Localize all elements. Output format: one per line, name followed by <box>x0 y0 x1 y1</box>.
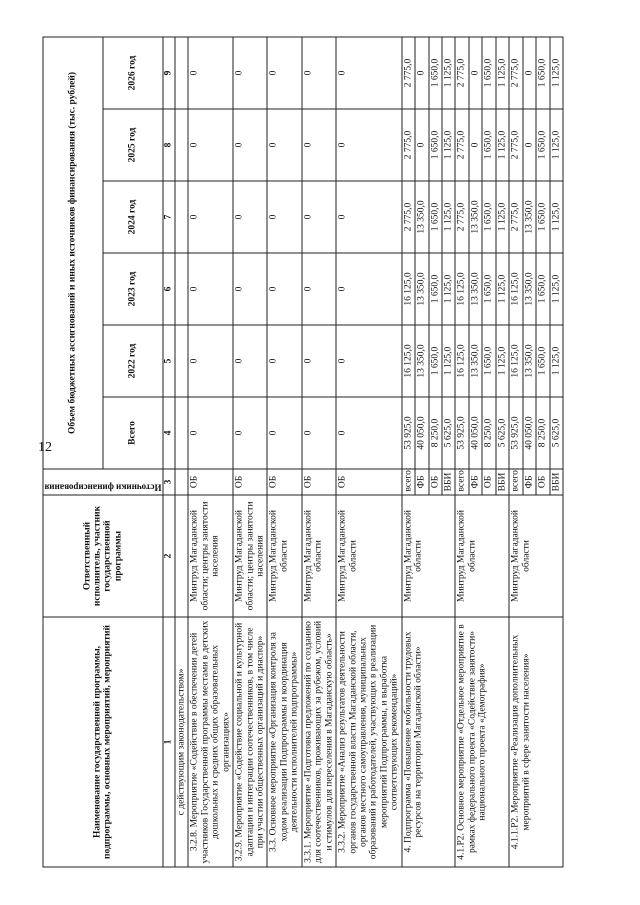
amount-cell: 1 125,0 <box>442 109 455 181</box>
amount-cell: 1 125,0 <box>442 181 455 253</box>
amount-cell: 1 125,0 <box>550 37 563 109</box>
responsible-executor: Минтруд Магаданской области <box>455 495 509 617</box>
amount-cell: 1 125,0 <box>496 325 509 397</box>
amount-cell: 53 925,0 <box>402 397 415 469</box>
amount-cell: 1 650,0 <box>429 253 442 325</box>
amount-cell: 8 250,0 <box>536 397 549 469</box>
funding-source: ВБИ <box>550 469 563 495</box>
funding-source: ФБ <box>415 469 428 495</box>
amount-cell: 1 125,0 <box>496 181 509 253</box>
activity-name: 3.3.2. Мероприятие «Анализ результатов деятельности органов государственной власти Магаданской области, органов местного самоуправления, муниципальных образований и работодателей, участвующих в реализации мероприятий Подпрограммы, и выработка соответствующих рекомендаций» <box>336 617 402 867</box>
column-number: 2 <box>163 495 175 617</box>
amount-cell: 0 <box>336 253 402 325</box>
column-number: 9 <box>163 37 175 109</box>
table-row <box>302 37 336 867</box>
amount-cell: 0 <box>469 109 482 181</box>
amount-cell: 13 350,0 <box>469 325 482 397</box>
amount-cell: 1 650,0 <box>482 37 495 109</box>
amount-cell: 53 925,0 <box>455 397 468 469</box>
amount-cell: 13 350,0 <box>523 325 536 397</box>
amount-cell: 0 <box>302 37 336 109</box>
amount-cell: 1 125,0 <box>550 325 563 397</box>
column-number: 1 <box>163 617 175 867</box>
activity-name: 3.3.1. Мероприятие «Подготовка предложений по созданию для соотечественников, проживающих за рубежом, условий и стимулов для переселения в Магаданскую область» <box>302 617 336 867</box>
funding-source: ОБ <box>336 469 402 495</box>
amount-cell: 8 250,0 <box>429 397 442 469</box>
header-source-text: Источники финансирования <box>44 482 162 493</box>
amount-cell: 1 125,0 <box>496 109 509 181</box>
table-row <box>188 37 233 867</box>
funding-source: ОБ <box>188 469 233 495</box>
amount-cell: 13 350,0 <box>469 181 482 253</box>
amount-cell: 2 775,0 <box>402 181 415 253</box>
header-year: 2026 год <box>103 37 163 109</box>
amount-cell: 1 125,0 <box>550 109 563 181</box>
header-year: 2023 год <box>103 253 163 325</box>
activity-name: 3.3. Основное мероприятие «Организация контроля за ходом реализации Подпрограммы и координация деятельности исполнителей подпрограммы» <box>267 617 301 867</box>
responsible-executor: Минтруд Магаданской области <box>509 495 563 617</box>
amount-cell: 0 <box>188 325 233 397</box>
amount-cell: 0 <box>469 37 482 109</box>
column-number: 3 <box>163 469 175 495</box>
rotated-page <box>43 38 598 868</box>
amount-cell: 1 125,0 <box>550 253 563 325</box>
amount-cell: 0 <box>302 325 336 397</box>
amount-cell: 0 <box>336 181 402 253</box>
table-row <box>455 37 468 867</box>
page-number: 12 <box>38 440 52 455</box>
amount-cell: 1 650,0 <box>482 109 495 181</box>
amount-cell: 0 <box>336 397 402 469</box>
amount-cell: 5 625,0 <box>550 397 563 469</box>
amount-cell: 0 <box>302 181 336 253</box>
amount-cell: 0 <box>188 109 233 181</box>
funding-source: ОБ <box>536 469 549 495</box>
amount-cell: 8 250,0 <box>482 397 495 469</box>
amount-cell: 2 775,0 <box>455 181 468 253</box>
amount-cell: 1 650,0 <box>482 181 495 253</box>
activity-name: 3.2.8. Мероприятие «Содействие в обеспечении детей участников Государственной программы местами в детских дошкольных и средних общих образовательных организациях» <box>188 617 233 867</box>
table-row <box>402 37 415 867</box>
amount-cell: 0 <box>233 325 267 397</box>
amount-cell: 0 <box>267 325 301 397</box>
budget-table <box>43 37 564 868</box>
amount-cell: 13 350,0 <box>523 253 536 325</box>
amount-cell: 0 <box>302 397 336 469</box>
amount-cell: 0 <box>336 37 402 109</box>
column-number: 7 <box>163 181 175 253</box>
amount-cell: 1 650,0 <box>482 325 495 397</box>
column-number: 8 <box>163 109 175 181</box>
amount-cell: 1 650,0 <box>536 109 549 181</box>
amount-cell: 1 650,0 <box>536 181 549 253</box>
amount-cell: 1 125,0 <box>550 181 563 253</box>
activity-name: 4.1.1.Р2. Мероприятие «Реализация дополнительных мероприятий в сфере занятости населения» <box>509 617 563 867</box>
amount-cell: 1 125,0 <box>496 253 509 325</box>
amount-cell: 1 125,0 <box>442 253 455 325</box>
amount-cell: 1 650,0 <box>536 37 549 109</box>
amount-cell: 0 <box>415 37 428 109</box>
amount-cell: 16 125,0 <box>402 253 415 325</box>
amount-cell: 40 050,0 <box>469 397 482 469</box>
amount-cell: 13 350,0 <box>415 325 428 397</box>
table-row <box>233 37 267 867</box>
amount-cell: 1 125,0 <box>442 37 455 109</box>
amount-cell: 0 <box>302 109 336 181</box>
amount-cell: 13 350,0 <box>469 253 482 325</box>
funding-source: ВБИ <box>442 469 455 495</box>
amount-cell: 1 650,0 <box>536 325 549 397</box>
table-row <box>267 37 301 867</box>
funding-source: ВБИ <box>496 469 509 495</box>
responsible-executor: Минтруд Магаданской области <box>267 495 301 617</box>
amount-cell: 0 <box>233 253 267 325</box>
header-responsible: Ответственный исполнитель, участник государственной программы <box>43 495 163 617</box>
funding-source: ФБ <box>469 469 482 495</box>
amount-cell: 1 650,0 <box>429 37 442 109</box>
header-source <box>43 469 163 495</box>
amount-cell: 13 350,0 <box>415 181 428 253</box>
funding-source: всего: <box>509 469 522 495</box>
header-year: 2024 год <box>103 181 163 253</box>
amount-cell: 0 <box>336 325 402 397</box>
amount-cell: 40 050,0 <box>415 397 428 469</box>
amount-cell: 0 <box>267 109 301 181</box>
amount-cell: 16 125,0 <box>402 325 415 397</box>
amount-cell: 1 125,0 <box>496 37 509 109</box>
amount-cell: 16 125,0 <box>455 253 468 325</box>
header-total: Всего <box>103 397 163 469</box>
amount-cell: 2 775,0 <box>402 109 415 181</box>
responsible-executor: Минтруд Магаданской области <box>336 495 402 617</box>
funding-source: ОБ <box>482 469 495 495</box>
funding-source: всего: <box>402 469 415 495</box>
funding-source: всего: <box>455 469 468 495</box>
amount-cell: 53 925,0 <box>509 397 522 469</box>
amount-cell: 0 <box>267 37 301 109</box>
funding-source: ФБ <box>523 469 536 495</box>
amount-cell: 0 <box>233 181 267 253</box>
amount-cell: 0 <box>336 109 402 181</box>
amount-cell: 16 125,0 <box>509 325 522 397</box>
activity-name: 4.1.Р2. Основное мероприятие «Отдельное мероприятие в рамках федерального проекта «Содействие занятости» национального проекта «Демография» <box>455 617 509 867</box>
amount-cell: 1 650,0 <box>482 253 495 325</box>
funding-source: ОБ <box>233 469 267 495</box>
amount-cell: 0 <box>415 109 428 181</box>
amount-cell: 0 <box>523 109 536 181</box>
amount-cell: 0 <box>188 397 233 469</box>
amount-cell: 5 625,0 <box>496 397 509 469</box>
amount-cell: 0 <box>302 253 336 325</box>
funding-source: ОБ <box>429 469 442 495</box>
responsible-executor: Минтруд Магаданской области <box>402 495 456 617</box>
amount-cell: 0 <box>267 397 301 469</box>
amount-cell: 1 125,0 <box>442 325 455 397</box>
amount-cell: 2 775,0 <box>455 109 468 181</box>
amount-cell: 16 125,0 <box>509 253 522 325</box>
amount-cell: 2 775,0 <box>509 37 522 109</box>
amount-cell: 5 625,0 <box>442 397 455 469</box>
funding-source: ОБ <box>267 469 301 495</box>
table-row <box>336 37 402 867</box>
amount-cell: 2 775,0 <box>509 181 522 253</box>
header-name: Наименование государственной программы, подпрограммы, основных мероприятий, мероприятий <box>43 617 163 867</box>
amount-cell: 2 775,0 <box>509 109 522 181</box>
header-year: 2025 год <box>103 109 163 181</box>
amount-cell: 2 775,0 <box>402 37 415 109</box>
responsible-executor: Минтруд Магаданской области <box>302 495 336 617</box>
amount-cell: 0 <box>188 37 233 109</box>
amount-cell: 0 <box>188 253 233 325</box>
column-number: 4 <box>163 397 175 469</box>
amount-cell: 0 <box>267 181 301 253</box>
amount-cell: 0 <box>188 181 233 253</box>
column-number: 6 <box>163 253 175 325</box>
funding-source: ОБ <box>302 469 336 495</box>
amount-cell: 1 650,0 <box>429 181 442 253</box>
column-number: 5 <box>163 325 175 397</box>
responsible-executor: Минтруд Магаданской области; центры занятости населения <box>188 495 233 617</box>
amount-cell: 1 650,0 <box>429 109 442 181</box>
amount-cell: 0 <box>523 37 536 109</box>
amount-cell: 13 350,0 <box>523 181 536 253</box>
amount-cell: 2 775,0 <box>455 37 468 109</box>
amount-cell: 0 <box>233 37 267 109</box>
amount-cell: 40 050,0 <box>523 397 536 469</box>
amount-cell: 16 125,0 <box>455 325 468 397</box>
amount-cell: 0 <box>233 109 267 181</box>
amount-cell: 1 650,0 <box>536 253 549 325</box>
responsible-executor: Минтруд Магаданской области; центры занятости населения <box>233 495 267 617</box>
amount-cell: 1 650,0 <box>429 325 442 397</box>
amount-cell: 13 350,0 <box>415 253 428 325</box>
table-row <box>509 37 522 867</box>
activity-name: 3.2.9. Мероприятие «Содействие социальной и культурной адаптации и интеграции соотечественников, в том числе при участии общественных организаций и диаспор» <box>233 617 267 867</box>
header-volume: Объем бюджетных ассигнований и иных источников финансирования (тыс. рублей) <box>43 37 103 469</box>
amount-cell: 0 <box>267 253 301 325</box>
amount-cell: 0 <box>233 397 267 469</box>
activity-name: 4. Подпрограмма «Повышение мобильности трудовых ресурсов на территории Магаданской области» <box>402 617 456 867</box>
continuation-text: с действующим законодательством» <box>175 617 188 867</box>
header-year: 2022 год <box>103 325 163 397</box>
